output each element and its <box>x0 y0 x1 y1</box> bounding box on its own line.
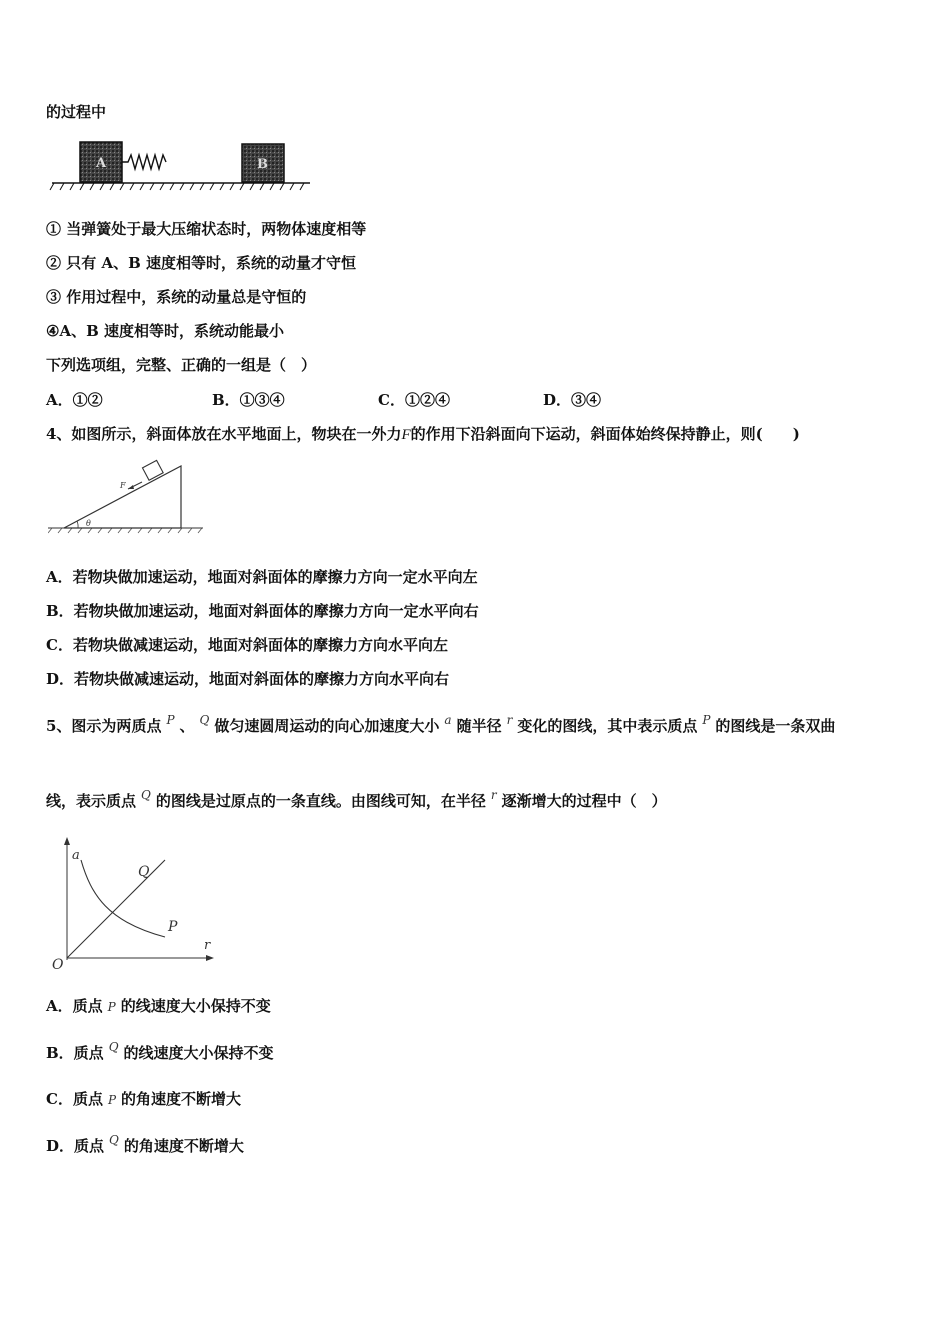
q5-var: P <box>166 713 175 727</box>
angle-label: θ <box>86 519 91 528</box>
q3-prompt: 下列选项组，完整、正确的一组是（ ） <box>46 356 317 374</box>
y-axis-label: a <box>72 848 80 863</box>
block-b-label: B <box>257 157 268 172</box>
q3-option-d[interactable]: D．③④ <box>543 391 602 409</box>
option-text: 的角速度不断增大 <box>123 1137 244 1155</box>
force-label: F <box>120 481 126 490</box>
q4-option-a[interactable]: A．若物块做加速运动，地面对斜面体的摩擦力方向一定水平向左 <box>46 568 478 586</box>
x-axis-label: r <box>204 938 211 953</box>
option-text: D．质点 <box>46 1137 105 1155</box>
q5-stem-line-2 <box>46 788 667 812</box>
origin-label: O <box>52 957 64 973</box>
option-text: C．质点 <box>46 1090 103 1108</box>
q4-option-b[interactable]: B．若物块做加速运动，地面对斜面体的摩擦力方向一定水平向右 <box>46 602 479 620</box>
q5-var: r <box>490 788 497 802</box>
option-text: 的线速度大小保持不变 <box>123 1044 274 1062</box>
q3-option-c[interactable]: C．①②④ <box>378 391 450 409</box>
q3-statement-4: ④A、B 速度相等时，系统动能最小 <box>46 322 284 340</box>
spring <box>122 155 166 169</box>
q5-text: 随半径 <box>456 717 502 735</box>
q5-graph <box>46 835 226 975</box>
option-var: Q <box>109 1133 119 1147</box>
option-text: 的线速度大小保持不变 <box>120 997 271 1015</box>
q5-text: 的图线是一条双曲 <box>715 717 836 735</box>
q3-statement-2: ② 只有 A、B 速度相等时，系统的动量才守恒 <box>46 254 356 272</box>
q5-text: 的图线是过原点的一条直线。由图线可知，在半径 <box>155 792 486 810</box>
curve-p-label: P <box>168 919 178 935</box>
curve-q-line <box>67 860 165 958</box>
continuation-text: 的过程中 <box>46 103 107 121</box>
q5-var: a <box>444 713 452 727</box>
q4-option-c[interactable]: C．若物块做减速运动，地面对斜面体的摩擦力方向水平向左 <box>46 636 448 654</box>
q5-var: r <box>506 713 513 727</box>
q5-text: 5、图示为两质点 <box>46 717 162 735</box>
q5-text: 变化的图线，其中表示质点 <box>517 717 698 735</box>
q5-var: P <box>702 713 711 727</box>
q4-stem <box>46 424 800 445</box>
curve-p-hyperbola <box>81 860 165 937</box>
q3-statement-1: ① 当弹簧处于最大压缩状态时，两物体速度相等 <box>46 220 367 238</box>
q4-stem-var: F <box>401 427 411 443</box>
q3-spring-figure <box>48 138 314 194</box>
q5-text: 逐渐增大的过程中（ ） <box>501 792 667 810</box>
q5-var: Q <box>141 788 151 802</box>
q5-stem-line-1 <box>46 713 836 737</box>
q5-option-c[interactable] <box>46 1089 241 1110</box>
q4-stem-post: 的作用下沿斜面向下运动，斜面体始终保持静止，则( ) <box>410 425 800 443</box>
q5-option-b[interactable] <box>46 1040 274 1064</box>
option-var: P <box>107 1000 116 1014</box>
q4-stem-pre: 4、如图所示，斜面体放在水平地面上，物块在一外力 <box>46 425 402 443</box>
block-a-label: A <box>96 156 107 171</box>
q4-incline-figure <box>48 458 208 538</box>
q5-var: Q <box>199 713 210 727</box>
option-text: B．质点 <box>46 1044 104 1062</box>
option-var: P <box>107 1093 117 1107</box>
q3-option-a[interactable]: A．①② <box>46 391 103 409</box>
q5-text: 做匀速圆周运动的向心加速度大小 <box>214 717 440 735</box>
q5-text: 线，表示质点 <box>46 792 137 810</box>
q3-option-b[interactable]: B．①③④ <box>212 391 285 409</box>
q3-statement-3: ③ 作用过程中，系统的动量总是守恒的 <box>46 288 307 306</box>
curve-q-label: Q <box>138 864 150 880</box>
incline-body <box>64 466 181 528</box>
q5-option-a[interactable] <box>46 996 271 1017</box>
q4-option-d[interactable]: D．若物块做减速运动，地面对斜面体的摩擦力方向水平向右 <box>46 670 450 688</box>
q5-option-d[interactable] <box>46 1133 244 1157</box>
option-text: A．质点 <box>46 997 103 1015</box>
option-text: 的角速度不断增大 <box>121 1090 242 1108</box>
q5-text: 、 <box>179 717 195 735</box>
option-var: Q <box>108 1040 119 1054</box>
